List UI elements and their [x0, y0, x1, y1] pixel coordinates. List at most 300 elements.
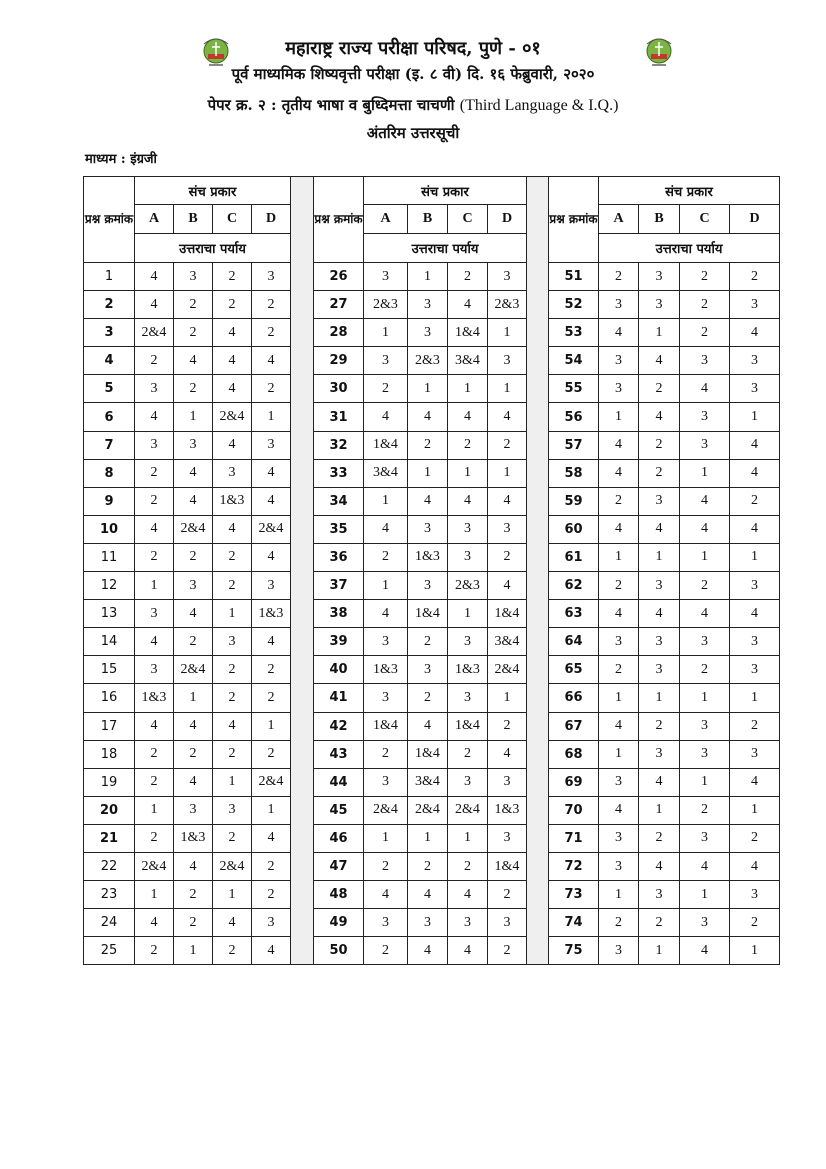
question-number: 57	[549, 431, 599, 459]
answer-cell-d: 1&3	[252, 600, 291, 628]
paper-title	[0, 95, 826, 115]
answer-cell-c: 4	[213, 347, 252, 375]
answer-cell-d: 2	[252, 740, 291, 768]
question-number: 18	[84, 740, 135, 768]
question-number: 15	[84, 656, 135, 684]
set-a-header: A	[364, 205, 408, 234]
answer-cell-a: 2	[135, 459, 174, 487]
answer-cell-b: 2	[174, 375, 213, 403]
answer-cell-b: 4	[639, 852, 680, 880]
question-number: 20	[84, 796, 135, 824]
answer-cell-b: 2	[174, 909, 213, 937]
answer-cell-a: 1	[135, 881, 174, 909]
answer-cell-b: 1	[639, 937, 680, 965]
answer-cell-d: 1	[488, 375, 527, 403]
answer-cell-b: 3&4	[408, 768, 448, 796]
answer-cell-d: 2	[488, 881, 527, 909]
question-number: 58	[549, 459, 599, 487]
set-type-header: संच प्रकार	[599, 177, 780, 205]
header-row	[84, 234, 780, 263]
answer-cell-c: 2&3	[448, 572, 488, 600]
answer-cell-b: 4	[174, 459, 213, 487]
answer-cell-b: 2	[408, 852, 448, 880]
answer-cell-d: 3	[730, 347, 780, 375]
question-number: 24	[84, 909, 135, 937]
answer-cell-d: 3	[252, 431, 291, 459]
question-number: 73	[549, 881, 599, 909]
set-d-header: D	[488, 205, 527, 234]
answer-cell-a: 4	[135, 403, 174, 431]
answer-cell-d: 4	[730, 459, 780, 487]
answer-cell-a: 1	[364, 824, 408, 852]
answer-cell-b: 4	[408, 403, 448, 431]
answer-option-header: उत्तराचा पर्याय	[364, 234, 527, 263]
paper-title-english: (Third Language & I.Q.)	[459, 97, 619, 114]
answer-cell-a: 2	[364, 937, 408, 965]
answer-cell-d: 1	[488, 684, 527, 712]
set-a-header: A	[135, 205, 174, 234]
set-b-header: B	[639, 205, 680, 234]
answer-cell-d: 3	[730, 572, 780, 600]
question-number: 27	[314, 291, 364, 319]
answer-cell-d: 3	[730, 291, 780, 319]
table-row	[84, 600, 780, 628]
question-number: 40	[314, 656, 364, 684]
paper-title-marathi: पेपर क्र. २ : तृतीय भाषा व बुध्दिमत्ता चाचणी	[207, 96, 455, 114]
answer-cell-d: 1	[252, 403, 291, 431]
answer-cell-d: 3	[488, 347, 527, 375]
answer-cell-d: 2	[488, 712, 527, 740]
answer-cell-d: 2	[730, 487, 780, 515]
question-number-header: प्रश्न क्रमांक	[314, 177, 364, 263]
table-row	[84, 684, 780, 712]
answer-cell-c: 4	[213, 712, 252, 740]
answer-cell-b: 2	[639, 431, 680, 459]
question-number: 41	[314, 684, 364, 712]
answer-cell-a: 1&3	[364, 656, 408, 684]
answer-cell-d: 1&4	[488, 600, 527, 628]
question-number: 66	[549, 684, 599, 712]
question-number: 50	[314, 937, 364, 965]
question-number: 35	[314, 515, 364, 543]
question-number: 42	[314, 712, 364, 740]
question-number: 44	[314, 768, 364, 796]
answer-cell-c: 4	[680, 852, 730, 880]
table-row	[84, 740, 780, 768]
question-number: 3	[84, 319, 135, 347]
set-a-header: A	[599, 205, 639, 234]
table-row	[84, 656, 780, 684]
answer-cell-c: 2	[448, 263, 488, 291]
answer-cell-d: 3	[730, 881, 780, 909]
answer-cell-b: 4	[174, 768, 213, 796]
answer-cell-a: 1&3	[135, 684, 174, 712]
answer-cell-d: 4	[252, 543, 291, 571]
table-row	[84, 824, 780, 852]
answer-cell-b: 3	[174, 572, 213, 600]
answer-cell-a: 2	[135, 937, 174, 965]
answer-cell-c: 2	[680, 291, 730, 319]
answer-cell-c: 4	[213, 909, 252, 937]
answer-cell-a: 2&4	[135, 852, 174, 880]
table-row	[84, 291, 780, 319]
answer-cell-d: 2	[252, 291, 291, 319]
column-separator	[291, 177, 314, 965]
answer-cell-b: 1	[639, 684, 680, 712]
answer-cell-d: 4	[252, 824, 291, 852]
answer-cell-a: 1	[364, 572, 408, 600]
answer-cell-b: 3	[639, 656, 680, 684]
answer-cell-a: 4	[135, 263, 174, 291]
answer-cell-a: 1	[599, 881, 639, 909]
answer-cell-b: 2	[408, 628, 448, 656]
answer-cell-b: 4	[408, 487, 448, 515]
answer-cell-b: 3	[639, 628, 680, 656]
answer-cell-a: 1&4	[364, 712, 408, 740]
table-row	[84, 796, 780, 824]
answer-cell-c: 4	[680, 515, 730, 543]
question-number: 71	[549, 824, 599, 852]
question-number: 68	[549, 740, 599, 768]
set-c-header: C	[448, 205, 488, 234]
answer-cell-c: 2	[213, 824, 252, 852]
answer-cell-b: 2	[639, 375, 680, 403]
question-number: 6	[84, 403, 135, 431]
question-number: 70	[549, 796, 599, 824]
answer-cell-a: 2	[599, 487, 639, 515]
question-number: 74	[549, 909, 599, 937]
answer-cell-b: 1&4	[408, 600, 448, 628]
answer-cell-a: 3	[135, 600, 174, 628]
answer-cell-b: 2	[639, 824, 680, 852]
table-row	[84, 628, 780, 656]
answer-cell-c: 1	[213, 768, 252, 796]
table-row	[84, 459, 780, 487]
answer-cell-a: 3	[364, 628, 408, 656]
answer-cell-c: 4	[448, 403, 488, 431]
answer-cell-a: 4	[135, 909, 174, 937]
answer-cell-d: 4	[730, 852, 780, 880]
answer-cell-c: 2	[448, 852, 488, 880]
question-number: 17	[84, 712, 135, 740]
answer-cell-d: 1	[730, 937, 780, 965]
answer-cell-a: 1	[135, 796, 174, 824]
question-number: 13	[84, 600, 135, 628]
answer-cell-a: 3	[599, 375, 639, 403]
answer-cell-a: 1	[599, 684, 639, 712]
answer-cell-c: 2	[448, 431, 488, 459]
table-row	[84, 487, 780, 515]
answer-option-header: उत्तराचा पर्याय	[599, 234, 780, 263]
answer-cell-a: 4	[135, 515, 174, 543]
answer-cell-a: 2	[364, 375, 408, 403]
medium-label: माध्यम : इंग्रजी	[85, 152, 157, 167]
answer-cell-d: 4	[252, 487, 291, 515]
answer-cell-c: 1	[448, 375, 488, 403]
question-number: 1	[84, 263, 135, 291]
answer-cell-a: 1	[599, 543, 639, 571]
answer-cell-b: 4	[639, 515, 680, 543]
answer-cell-c: 3	[680, 824, 730, 852]
answer-cell-b: 2	[174, 543, 213, 571]
answer-cell-b: 3	[639, 291, 680, 319]
answer-cell-b: 2&4	[174, 515, 213, 543]
answer-cell-c: 3	[680, 431, 730, 459]
answer-cell-b: 3	[408, 515, 448, 543]
answer-cell-b: 1	[408, 263, 448, 291]
table-row	[84, 375, 780, 403]
answer-cell-d: 3&4	[488, 628, 527, 656]
answer-cell-d: 2	[730, 909, 780, 937]
answer-cell-a: 2&4	[364, 796, 408, 824]
answer-cell-c: 1	[448, 600, 488, 628]
answer-cell-c: 3	[213, 796, 252, 824]
answer-cell-c: 2	[680, 656, 730, 684]
answer-cell-a: 4	[364, 515, 408, 543]
answer-cell-d: 3	[252, 909, 291, 937]
answer-cell-b: 3	[639, 572, 680, 600]
answer-cell-d: 3	[488, 263, 527, 291]
question-number: 67	[549, 712, 599, 740]
question-number: 5	[84, 375, 135, 403]
answer-cell-c: 1	[680, 881, 730, 909]
answer-cell-d: 3	[488, 515, 527, 543]
question-number: 8	[84, 459, 135, 487]
answer-cell-b: 1	[639, 796, 680, 824]
answer-cell-c: 2	[680, 572, 730, 600]
answer-cell-d: 3	[252, 263, 291, 291]
question-number: 65	[549, 656, 599, 684]
answer-cell-c: 4	[448, 487, 488, 515]
answer-cell-b: 1&4	[408, 740, 448, 768]
question-number: 53	[549, 319, 599, 347]
question-number: 62	[549, 572, 599, 600]
answer-cell-c: 2	[213, 263, 252, 291]
answer-cell-c: 3	[680, 347, 730, 375]
question-number: 30	[314, 375, 364, 403]
answer-cell-c: 3	[448, 515, 488, 543]
answer-cell-c: 1	[680, 768, 730, 796]
answer-cell-a: 2	[135, 487, 174, 515]
answer-cell-d: 3	[488, 768, 527, 796]
answer-cell-d: 2	[252, 319, 291, 347]
answer-cell-c: 3	[680, 740, 730, 768]
answer-cell-c: 4	[680, 937, 730, 965]
question-number: 63	[549, 600, 599, 628]
answer-key-subtitle: अंतरिम उत्तरसूची	[366, 124, 460, 142]
answer-cell-a: 2	[599, 656, 639, 684]
answer-cell-a: 4	[599, 796, 639, 824]
board-title: महाराष्ट्र राज्य परीक्षा परिषद, पुणे - ०१	[285, 38, 541, 59]
answer-cell-c: 3	[448, 543, 488, 571]
question-number: 39	[314, 628, 364, 656]
answer-cell-d: 2	[252, 656, 291, 684]
answer-cell-a: 3	[599, 628, 639, 656]
question-number: 4	[84, 347, 135, 375]
answer-cell-c: 2	[213, 684, 252, 712]
answer-cell-c: 2	[213, 543, 252, 571]
answer-cell-d: 3	[730, 656, 780, 684]
question-number: 36	[314, 543, 364, 571]
set-type-header: संच प्रकार	[135, 177, 291, 205]
answer-cell-d: 4	[252, 459, 291, 487]
question-number: 48	[314, 881, 364, 909]
answer-cell-a: 4	[364, 881, 408, 909]
answer-cell-d: 3	[730, 628, 780, 656]
answer-cell-c: 3	[448, 684, 488, 712]
answer-key-table	[83, 176, 780, 965]
answer-cell-c: 1&4	[448, 319, 488, 347]
answer-cell-c: 2&4	[213, 852, 252, 880]
answer-cell-c: 4	[213, 431, 252, 459]
answer-cell-a: 1	[599, 403, 639, 431]
answer-cell-c: 3	[680, 628, 730, 656]
question-number: 56	[549, 403, 599, 431]
question-number: 69	[549, 768, 599, 796]
question-number: 60	[549, 515, 599, 543]
answer-cell-d: 4	[730, 515, 780, 543]
answer-cell-b: 2&4	[408, 796, 448, 824]
answer-cell-b: 3	[639, 487, 680, 515]
answer-cell-c: 1&4	[448, 712, 488, 740]
answer-cell-a: 3	[364, 263, 408, 291]
question-number: 29	[314, 347, 364, 375]
answer-cell-d: 4	[252, 628, 291, 656]
answer-cell-d: 2&4	[252, 768, 291, 796]
answer-cell-c: 3	[680, 909, 730, 937]
question-number: 28	[314, 319, 364, 347]
question-number: 51	[549, 263, 599, 291]
question-number: 64	[549, 628, 599, 656]
question-number: 2	[84, 291, 135, 319]
answer-cell-c: 4	[448, 881, 488, 909]
question-number: 52	[549, 291, 599, 319]
answer-cell-c: 3&4	[448, 347, 488, 375]
answer-cell-c: 4	[680, 600, 730, 628]
set-c-header: C	[680, 205, 730, 234]
answer-cell-a: 4	[599, 319, 639, 347]
answer-cell-b: 1&3	[174, 824, 213, 852]
answer-cell-b: 3	[639, 263, 680, 291]
answer-cell-a: 3	[364, 347, 408, 375]
question-number: 32	[314, 431, 364, 459]
answer-cell-b: 2	[174, 881, 213, 909]
answer-cell-c: 4	[213, 319, 252, 347]
question-number: 38	[314, 600, 364, 628]
question-number: 7	[84, 431, 135, 459]
answer-cell-a: 4	[135, 712, 174, 740]
answer-cell-a: 2	[599, 263, 639, 291]
question-number: 26	[314, 263, 364, 291]
question-number: 55	[549, 375, 599, 403]
answer-cell-b: 3	[174, 431, 213, 459]
answer-cell-d: 4	[730, 600, 780, 628]
answer-cell-d: 1	[252, 712, 291, 740]
answer-cell-a: 2&3	[364, 291, 408, 319]
answer-cell-d: 1	[252, 796, 291, 824]
answer-cell-b: 2	[174, 319, 213, 347]
answer-cell-c: 2&4	[448, 796, 488, 824]
answer-cell-b: 3	[174, 263, 213, 291]
answer-cell-c: 2	[213, 740, 252, 768]
answer-cell-b: 4	[639, 403, 680, 431]
answer-cell-d: 4	[252, 937, 291, 965]
answer-cell-d: 4	[252, 347, 291, 375]
answer-cell-a: 2	[135, 347, 174, 375]
question-number: 22	[84, 852, 135, 880]
answer-cell-b: 4	[639, 347, 680, 375]
answer-cell-a: 3	[135, 375, 174, 403]
table-row	[84, 909, 780, 937]
answer-cell-b: 4	[174, 712, 213, 740]
table-row	[84, 403, 780, 431]
answer-cell-c: 2	[213, 291, 252, 319]
answer-cell-c: 4	[448, 291, 488, 319]
header-row	[84, 205, 780, 234]
answer-cell-b: 2	[174, 628, 213, 656]
answer-cell-a: 2	[364, 740, 408, 768]
set-b-header: B	[174, 205, 213, 234]
answer-cell-a: 2	[599, 909, 639, 937]
set-d-header: D	[730, 205, 780, 234]
answer-cell-b: 2&4	[174, 656, 213, 684]
question-number: 54	[549, 347, 599, 375]
set-type-header: संच प्रकार	[364, 177, 527, 205]
answer-cell-a: 3	[599, 768, 639, 796]
answer-cell-d: 1&4	[488, 852, 527, 880]
answer-cell-d: 4	[730, 768, 780, 796]
answer-cell-c: 3	[213, 628, 252, 656]
answer-cell-c: 2	[213, 572, 252, 600]
answer-cell-c: 3	[448, 909, 488, 937]
answer-cell-d: 1	[730, 684, 780, 712]
question-number: 37	[314, 572, 364, 600]
answer-cell-a: 2	[599, 572, 639, 600]
question-number: 23	[84, 881, 135, 909]
answer-cell-a: 4	[599, 712, 639, 740]
set-b-header: B	[408, 205, 448, 234]
question-number: 61	[549, 543, 599, 571]
table-row	[84, 881, 780, 909]
answer-cell-d: 4	[488, 572, 527, 600]
answer-cell-b: 3	[408, 319, 448, 347]
answer-cell-a: 2	[135, 768, 174, 796]
answer-cell-d: 3	[252, 572, 291, 600]
answer-cell-b: 4	[174, 852, 213, 880]
answer-cell-b: 4	[408, 881, 448, 909]
answer-cell-b: 3	[408, 909, 448, 937]
question-number: 75	[549, 937, 599, 965]
question-number-header: प्रश्न क्रमांक	[549, 177, 599, 263]
answer-cell-a: 3	[599, 347, 639, 375]
answer-cell-c: 3	[448, 768, 488, 796]
answer-cell-c: 2	[680, 263, 730, 291]
table-row	[84, 852, 780, 880]
answer-cell-b: 2	[639, 712, 680, 740]
table-row	[84, 572, 780, 600]
answer-cell-a: 4	[599, 431, 639, 459]
answer-cell-b: 3	[174, 796, 213, 824]
table-row	[84, 712, 780, 740]
table-row	[84, 263, 780, 291]
answer-cell-a: 4	[364, 600, 408, 628]
answer-cell-a: 3	[364, 768, 408, 796]
question-number: 14	[84, 628, 135, 656]
answer-cell-b: 4	[408, 712, 448, 740]
question-number: 34	[314, 487, 364, 515]
question-number: 12	[84, 572, 135, 600]
answer-cell-b: 3	[639, 740, 680, 768]
